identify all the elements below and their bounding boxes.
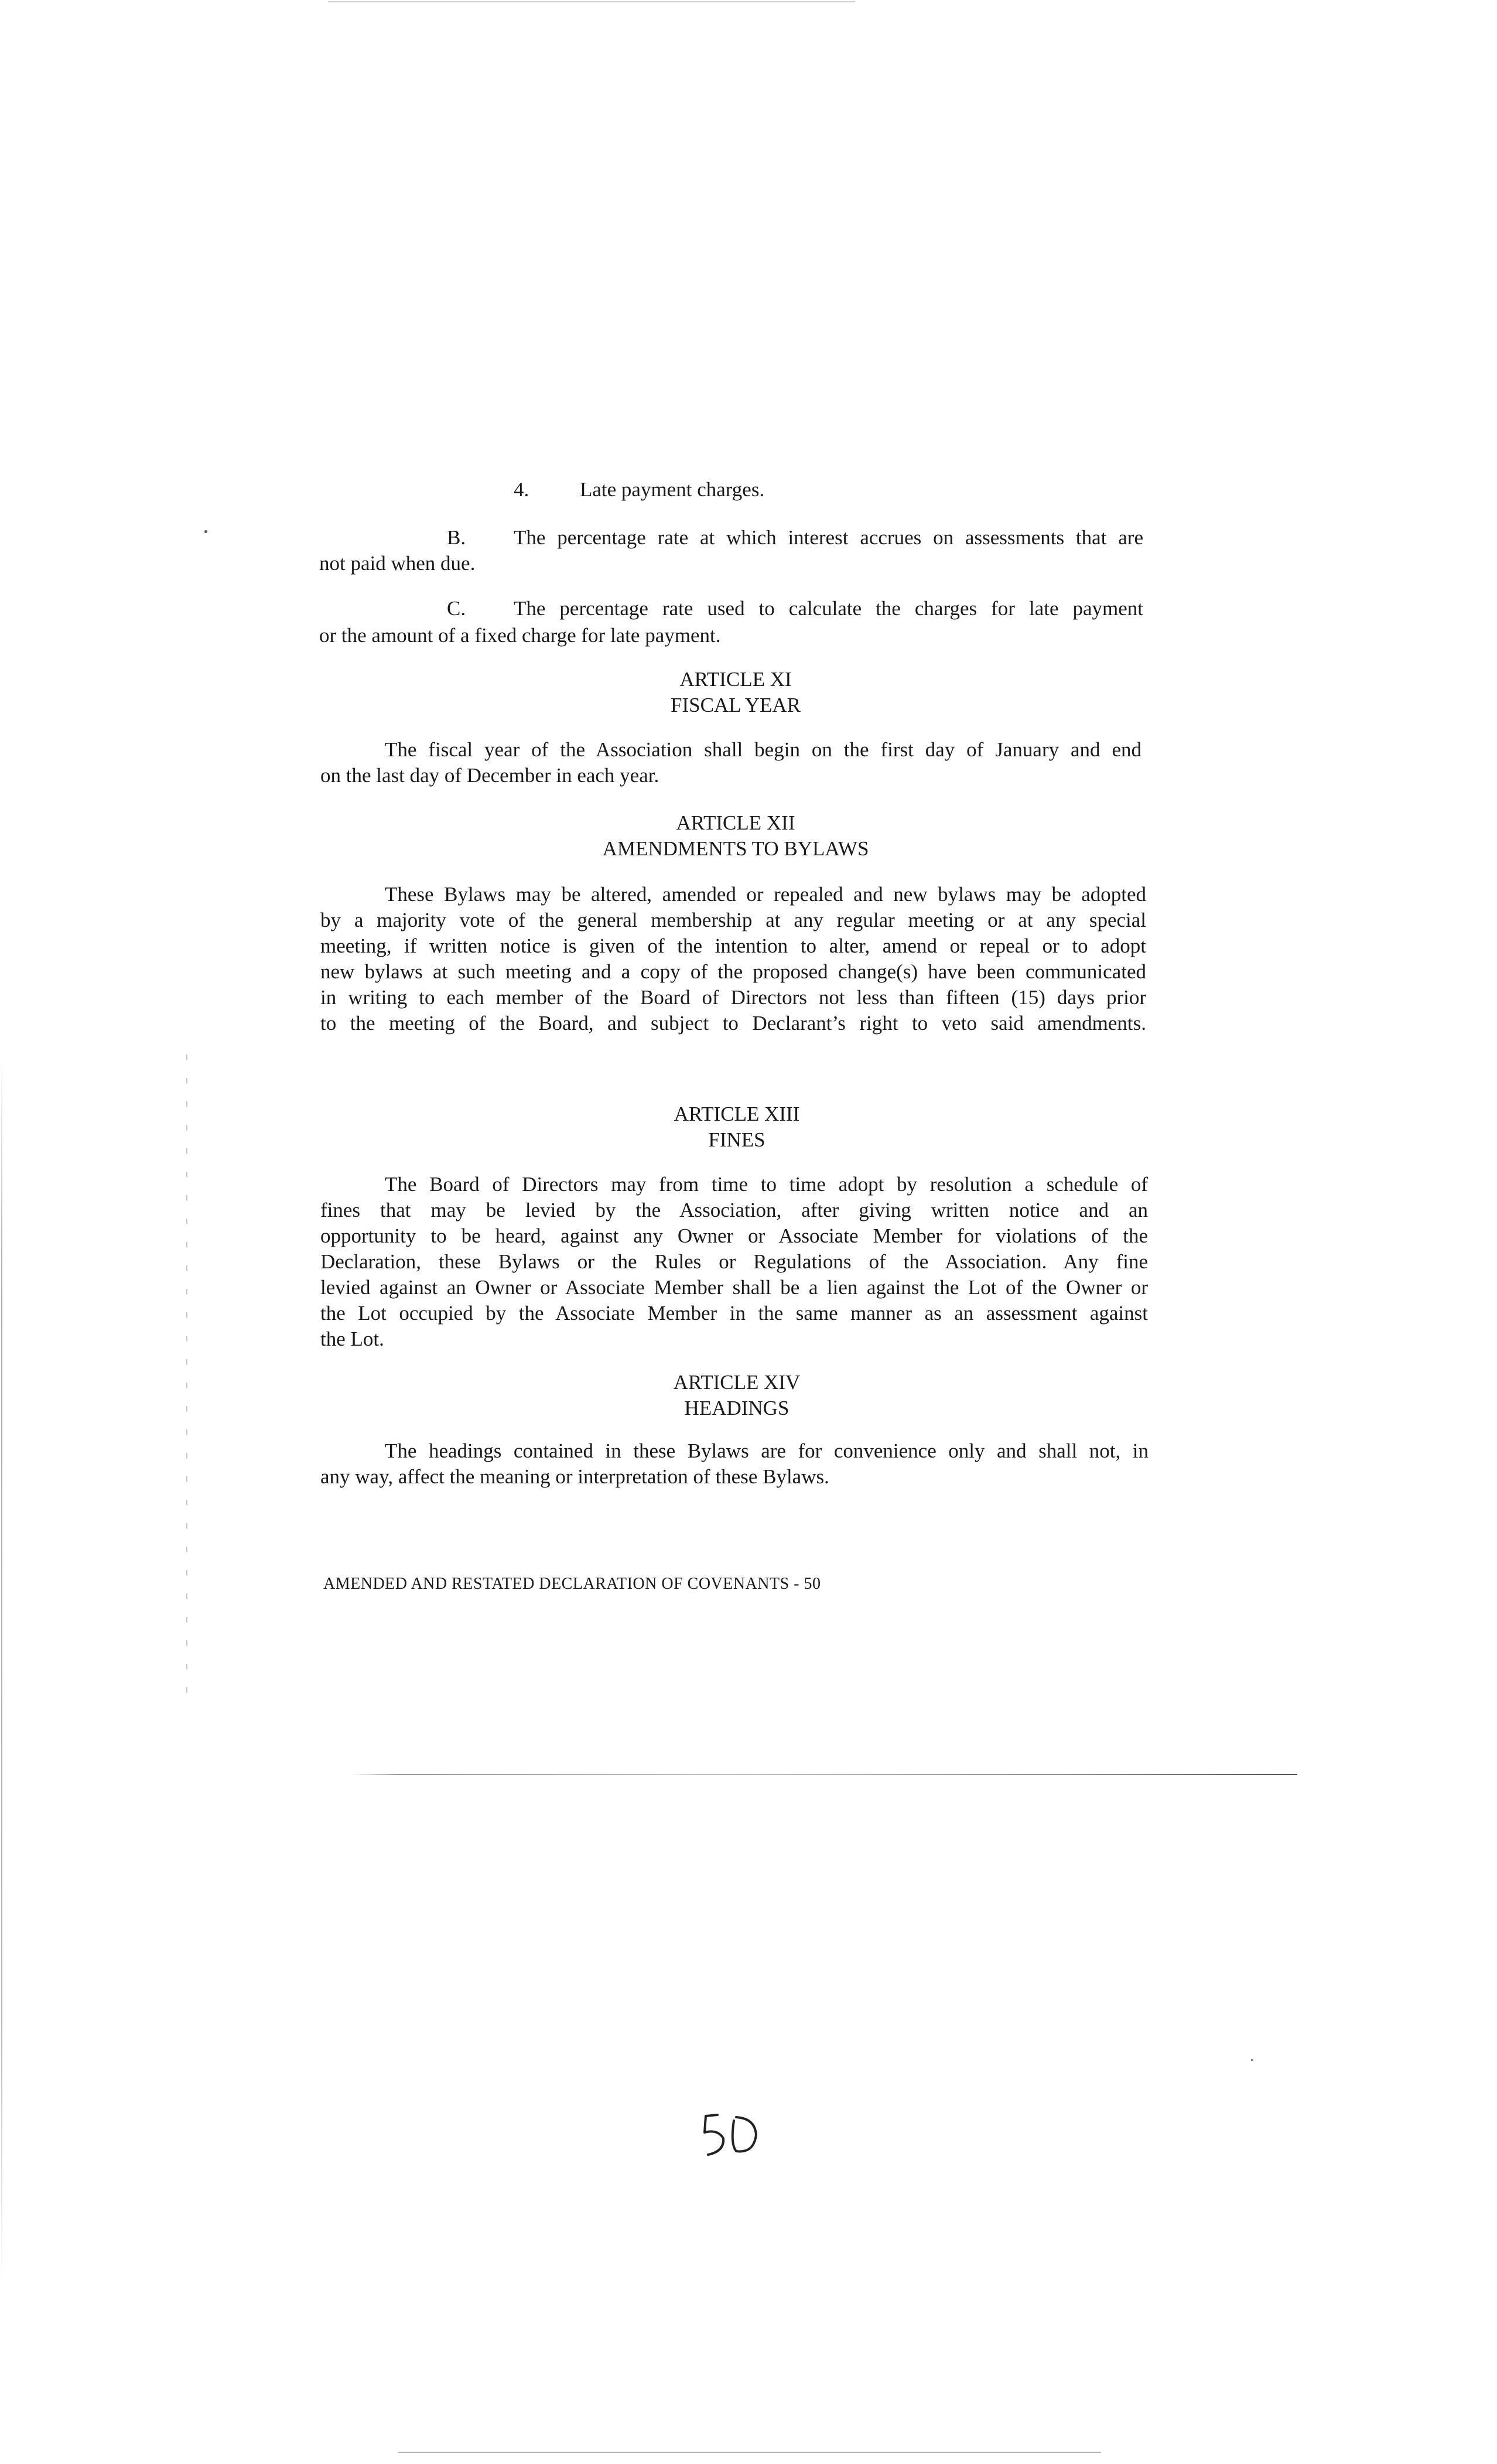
article-xiv-title: HEADINGS <box>684 1397 789 1419</box>
scan-artifact-line-top <box>328 1 855 2</box>
paragraph-line: the Lot occupied by the Associate Member in the same manner as an assessment against <box>320 1302 1148 1325</box>
article-xiv-paragraph <box>320 1438 1149 1490</box>
article-xiii-title: FINES <box>708 1128 765 1151</box>
article-xiii-number: ARTICLE XIII <box>674 1103 800 1125</box>
article-xiv-number: ARTICLE XIV <box>673 1371 801 1394</box>
item-c-line1: The percentage rate used to calculate the charges for late payment <box>514 597 1143 620</box>
paragraph-line: These Bylaws may be altered, amended or repealed and new bylaws may be adopted <box>385 883 1146 906</box>
paragraph-line: to the meeting of the Board, and subject to Declarant’s right to veto said amendments. <box>320 1012 1146 1035</box>
paragraph-line: any way, affect the meaning or interpretation of these Bylaws. <box>320 1465 829 1488</box>
paragraph-line: levied against an Owner or Associate Member shall be a lien against the Lot of the Owner or <box>320 1276 1148 1299</box>
article-xi-number: ARTICLE XI <box>679 668 792 691</box>
paragraph-line: by a majority vote of the general membership at any regular meeting or at any special <box>320 909 1146 931</box>
item-b-line2: not paid when due. <box>319 552 476 575</box>
scan-edge-dashes <box>186 1054 187 1699</box>
scan-artifact-line <box>351 1774 1297 1775</box>
handwritten-page-number <box>700 2109 764 2162</box>
paragraph-line: The Board of Directors may from time to time adopt by resolution a schedule of <box>385 1173 1148 1196</box>
item-4-number: 4. <box>514 478 529 501</box>
paragraph-line: fines that may be levied by the Association, after giving written notice and an <box>320 1199 1148 1221</box>
item-c-letter: C. <box>447 597 466 620</box>
paragraph-line: new bylaws at such meeting and a copy of the proposed change(s) have been communicated <box>320 960 1146 983</box>
article-xi-paragraph <box>320 737 1141 789</box>
paragraph-line: meeting, if written notice is given of the intention to alter, amend or repeal or to adopt <box>320 934 1146 957</box>
document-footer: AMENDED AND RESTATED DECLARATION OF COVENANTS - 50 <box>323 1575 821 1593</box>
scan-speck <box>1251 2059 1253 2061</box>
item-4-text: Late payment charges. <box>580 478 765 501</box>
paragraph-line: in writing to each member of the Board of Directors not less than fifteen (15) days prior <box>320 986 1146 1009</box>
article-xi-title: FISCAL YEAR <box>670 694 801 716</box>
article-xii-title: AMENDMENTS TO BYLAWS <box>602 837 869 860</box>
article-xiii-paragraph <box>320 1172 1148 1352</box>
paragraph-line: The fiscal year of the Association shall begin on the first day of January and end <box>385 738 1141 761</box>
scan-edge-mark <box>1 1054 2 2285</box>
article-xii-paragraph <box>320 882 1146 1036</box>
paragraph-line: the Lot. <box>320 1327 384 1350</box>
paragraph-line: on the last day of December in each year. <box>320 764 659 787</box>
item-c-line2: or the amount of a fixed charge for late payment. <box>319 624 721 647</box>
paragraph-line: opportunity to be heard, against any Owner or Associate Member for violations of the <box>320 1224 1148 1247</box>
paragraph-line: Declaration, these Bylaws or the Rules or Regulations of the Association. Any fine <box>320 1250 1148 1273</box>
paragraph-line: The headings contained in these Bylaws are for convenience only and shall not, in <box>385 1439 1149 1462</box>
item-b-line1: The percentage rate at which interest accrues on assessments that are <box>514 526 1143 549</box>
article-xii-number: ARTICLE XII <box>676 811 795 834</box>
scan-speck <box>204 530 207 533</box>
scan-artifact-line-bottom <box>398 2452 1101 2453</box>
item-b-letter: B. <box>447 526 466 549</box>
